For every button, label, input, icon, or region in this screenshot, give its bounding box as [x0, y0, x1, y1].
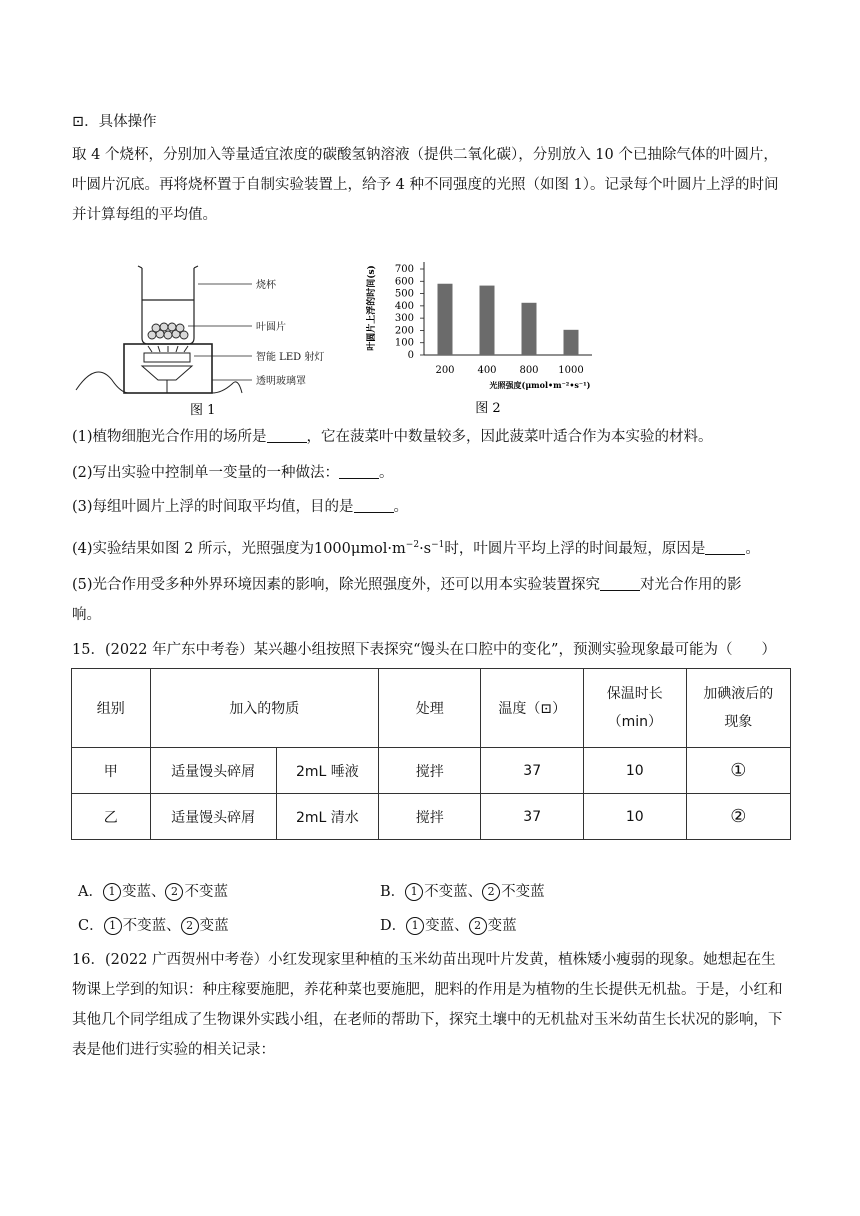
- intro-paragraph: 取 4 个烧杯，分别加入等量适宜浓度的碳酸氢钠溶液（提供二氧化碳），分别放入 10 个已抽除气体的叶圆片，叶圆片沉底。再将烧杯置于自制实验装置上，给予 4 种不同强度的光照（如图 1）。记录每个叶圆片上浮的时间并计算每组的平均值。: [72, 147, 779, 223]
- bar-200: [438, 284, 453, 355]
- question-2: [72, 463, 394, 483]
- question-16-text: 16．(2022 广西贺州中考卷）小红发现家里种植的玉米幼苗出现叶片发黄，植株矮小瘦弱的现象。她想起在生物课上学到的知识：种庄稼要施肥，养花种菜也要施肥，肥料的作用是为植物的生长提供无机盐。于是，小红和其他几个同学组成了生物课外实践小组，在老师的帮助下，探究土壤中的无机盐对玉米幼苗生长状况的影响，下表是他们进行实验的相关记录：: [72, 952, 783, 1058]
- question-5: [72, 575, 742, 595]
- answer-blank[interactable]: [267, 428, 307, 443]
- question-4: [72, 535, 760, 559]
- x-tick-label: 1000: [558, 365, 584, 376]
- circled-1-icon: 1: [405, 883, 423, 901]
- figure1-apparatus-diagram: [72, 262, 332, 420]
- y-tick-label: 500: [394, 288, 414, 300]
- cell-duration: 10: [583, 748, 686, 794]
- q4-text-rest: 时，叶圆片平均上浮的时间最短，原因是: [444, 541, 706, 557]
- y-tick-label: 300: [394, 313, 414, 325]
- answer-blank[interactable]: [705, 540, 745, 555]
- q2-text-before: (2)写出实验中控制单一变量的一种做法：: [72, 465, 340, 481]
- option-a[interactable]: A． 1 变蓝、 2 不变蓝: [78, 884, 228, 900]
- q1-text-after: ，它在菠菜叶中数量较多，因此菠菜叶适合作为本实验的材料。: [306, 429, 713, 445]
- cell-result: ②: [686, 794, 790, 840]
- header-temperature: 温度（⊡）: [481, 669, 584, 748]
- option-c[interactable]: C． 1 不变蓝、 2 变蓝: [78, 918, 229, 934]
- y-tick-label: 0: [407, 350, 414, 361]
- q4-exponent-2: −1: [431, 540, 445, 550]
- figure2-caption: 图 2: [475, 401, 501, 416]
- label-led-lamp: 智能 LED 射灯: [256, 352, 325, 363]
- q2-text-after: 。: [379, 465, 394, 481]
- cell-treatment: 搅拌: [379, 748, 481, 794]
- circled-2-icon: 2: [181, 917, 199, 935]
- chart-bars: [438, 284, 579, 355]
- figure2-bar-chart: [360, 252, 640, 420]
- circled-2-icon: 2: [165, 883, 183, 901]
- question-15-stem: 15．(2022 年广东中考卷）某兴趣小组按照下表探究“馒头在口腔中的变化”，预测实验现象最可能为（ ）: [72, 642, 776, 658]
- question-1: [72, 427, 713, 447]
- missing-glyph-icon: ⊡: [72, 114, 85, 130]
- label-leaf-disc: 叶圆片: [256, 322, 286, 333]
- q4-text-before: (4)实验结果如图 2 所示，光照强度为: [72, 541, 314, 557]
- q4-unit-s: ·s: [419, 541, 432, 557]
- header-duration: 保温时长 （min）: [583, 669, 686, 748]
- leader-lines: [188, 284, 252, 380]
- question-3: [72, 497, 408, 517]
- answer-blank[interactable]: [600, 576, 640, 591]
- x-tick-label: 200: [435, 365, 455, 376]
- q3-text-after: 。: [393, 499, 409, 515]
- q1-text-before: (1)植物细胞光合作用的场所是: [72, 429, 267, 445]
- cell-group: 乙: [72, 794, 151, 840]
- table-row: [72, 748, 791, 794]
- cell-substance-2: 2mL 唾液: [276, 748, 378, 794]
- label-beaker: 烧杯: [256, 280, 276, 291]
- table-row: [72, 794, 791, 840]
- x-tick-label: 800: [519, 365, 539, 376]
- q4-exponent-1: −2: [405, 540, 420, 550]
- bar-800: [522, 303, 537, 355]
- cell-temperature: 37: [481, 794, 584, 840]
- cell-substance-2: 2mL 清水: [276, 794, 378, 840]
- section-heading: [72, 112, 157, 132]
- figure1-caption: 图 1: [190, 403, 216, 418]
- label-glass-cover: 透明玻璃罩: [256, 376, 306, 387]
- cell-treatment: 搅拌: [379, 794, 481, 840]
- chart-y-ticks: [395, 264, 424, 361]
- circled-1-icon: 1: [104, 917, 122, 935]
- circled-1-icon: 1: [406, 917, 424, 935]
- table-header-row: [72, 669, 791, 748]
- q4-light-value: 1000μmol·m: [313, 541, 406, 557]
- ground-line: [76, 372, 242, 393]
- q5-text-after: 对光合作用的影: [640, 577, 742, 593]
- answer-blank[interactable]: [339, 464, 379, 479]
- option-b[interactable]: B． 1 不变蓝、 2 不变蓝: [380, 884, 545, 900]
- y-tick-label: 600: [394, 276, 414, 288]
- q5-text-before: (5)光合作用受多种外界环境因素的影响，除光照强度外，还可以用本实验装置探究: [72, 577, 601, 593]
- cell-substance-1: 适量馒头碎屑: [150, 748, 276, 794]
- cell-duration: 10: [583, 794, 686, 840]
- question-5-continued: 响。: [72, 607, 101, 623]
- header-treatment: 处理: [379, 669, 481, 748]
- bar-1000: [564, 330, 579, 355]
- cell-substance-1: 适量馒头碎屑: [150, 794, 276, 840]
- led-lamp-shape: [142, 346, 192, 393]
- experiment-table: [71, 668, 791, 840]
- x-tick-label: 400: [477, 365, 497, 376]
- header-result: 加碘液后的 现象: [686, 669, 790, 748]
- header-group: 组别: [72, 669, 151, 748]
- bar-400: [480, 286, 495, 355]
- circled-2-icon: 2: [482, 883, 500, 901]
- chart-x-ticks: [435, 365, 583, 376]
- y-tick-label: 400: [394, 300, 414, 312]
- section-title: ．具体操作: [84, 114, 157, 130]
- cell-group: 甲: [72, 748, 151, 794]
- cell-temperature: 37: [481, 748, 584, 794]
- circled-2-icon: 2: [469, 917, 487, 935]
- circled-1-icon: 1: [103, 883, 121, 901]
- chart-y-axis-label: 叶圆片上浮的时间(s): [367, 265, 377, 351]
- option-d[interactable]: D． 1 变蓝、 2 变蓝: [380, 918, 517, 934]
- q4-text-after: 。: [745, 541, 760, 557]
- header-substance: 加入的物质: [150, 669, 379, 748]
- y-tick-label: 700: [394, 264, 414, 275]
- leaf-discs: [148, 323, 188, 339]
- chart-x-axis-label: 光照强度(μmol•m⁻²•s⁻¹): [489, 380, 591, 390]
- y-tick-label: 100: [394, 337, 414, 349]
- q3-text-before: (3)每组叶圆片上浮的时间取平均值，目的是: [72, 499, 354, 515]
- answer-blank[interactable]: [354, 498, 394, 513]
- y-tick-label: 200: [394, 325, 414, 337]
- cell-result: ①: [686, 748, 790, 794]
